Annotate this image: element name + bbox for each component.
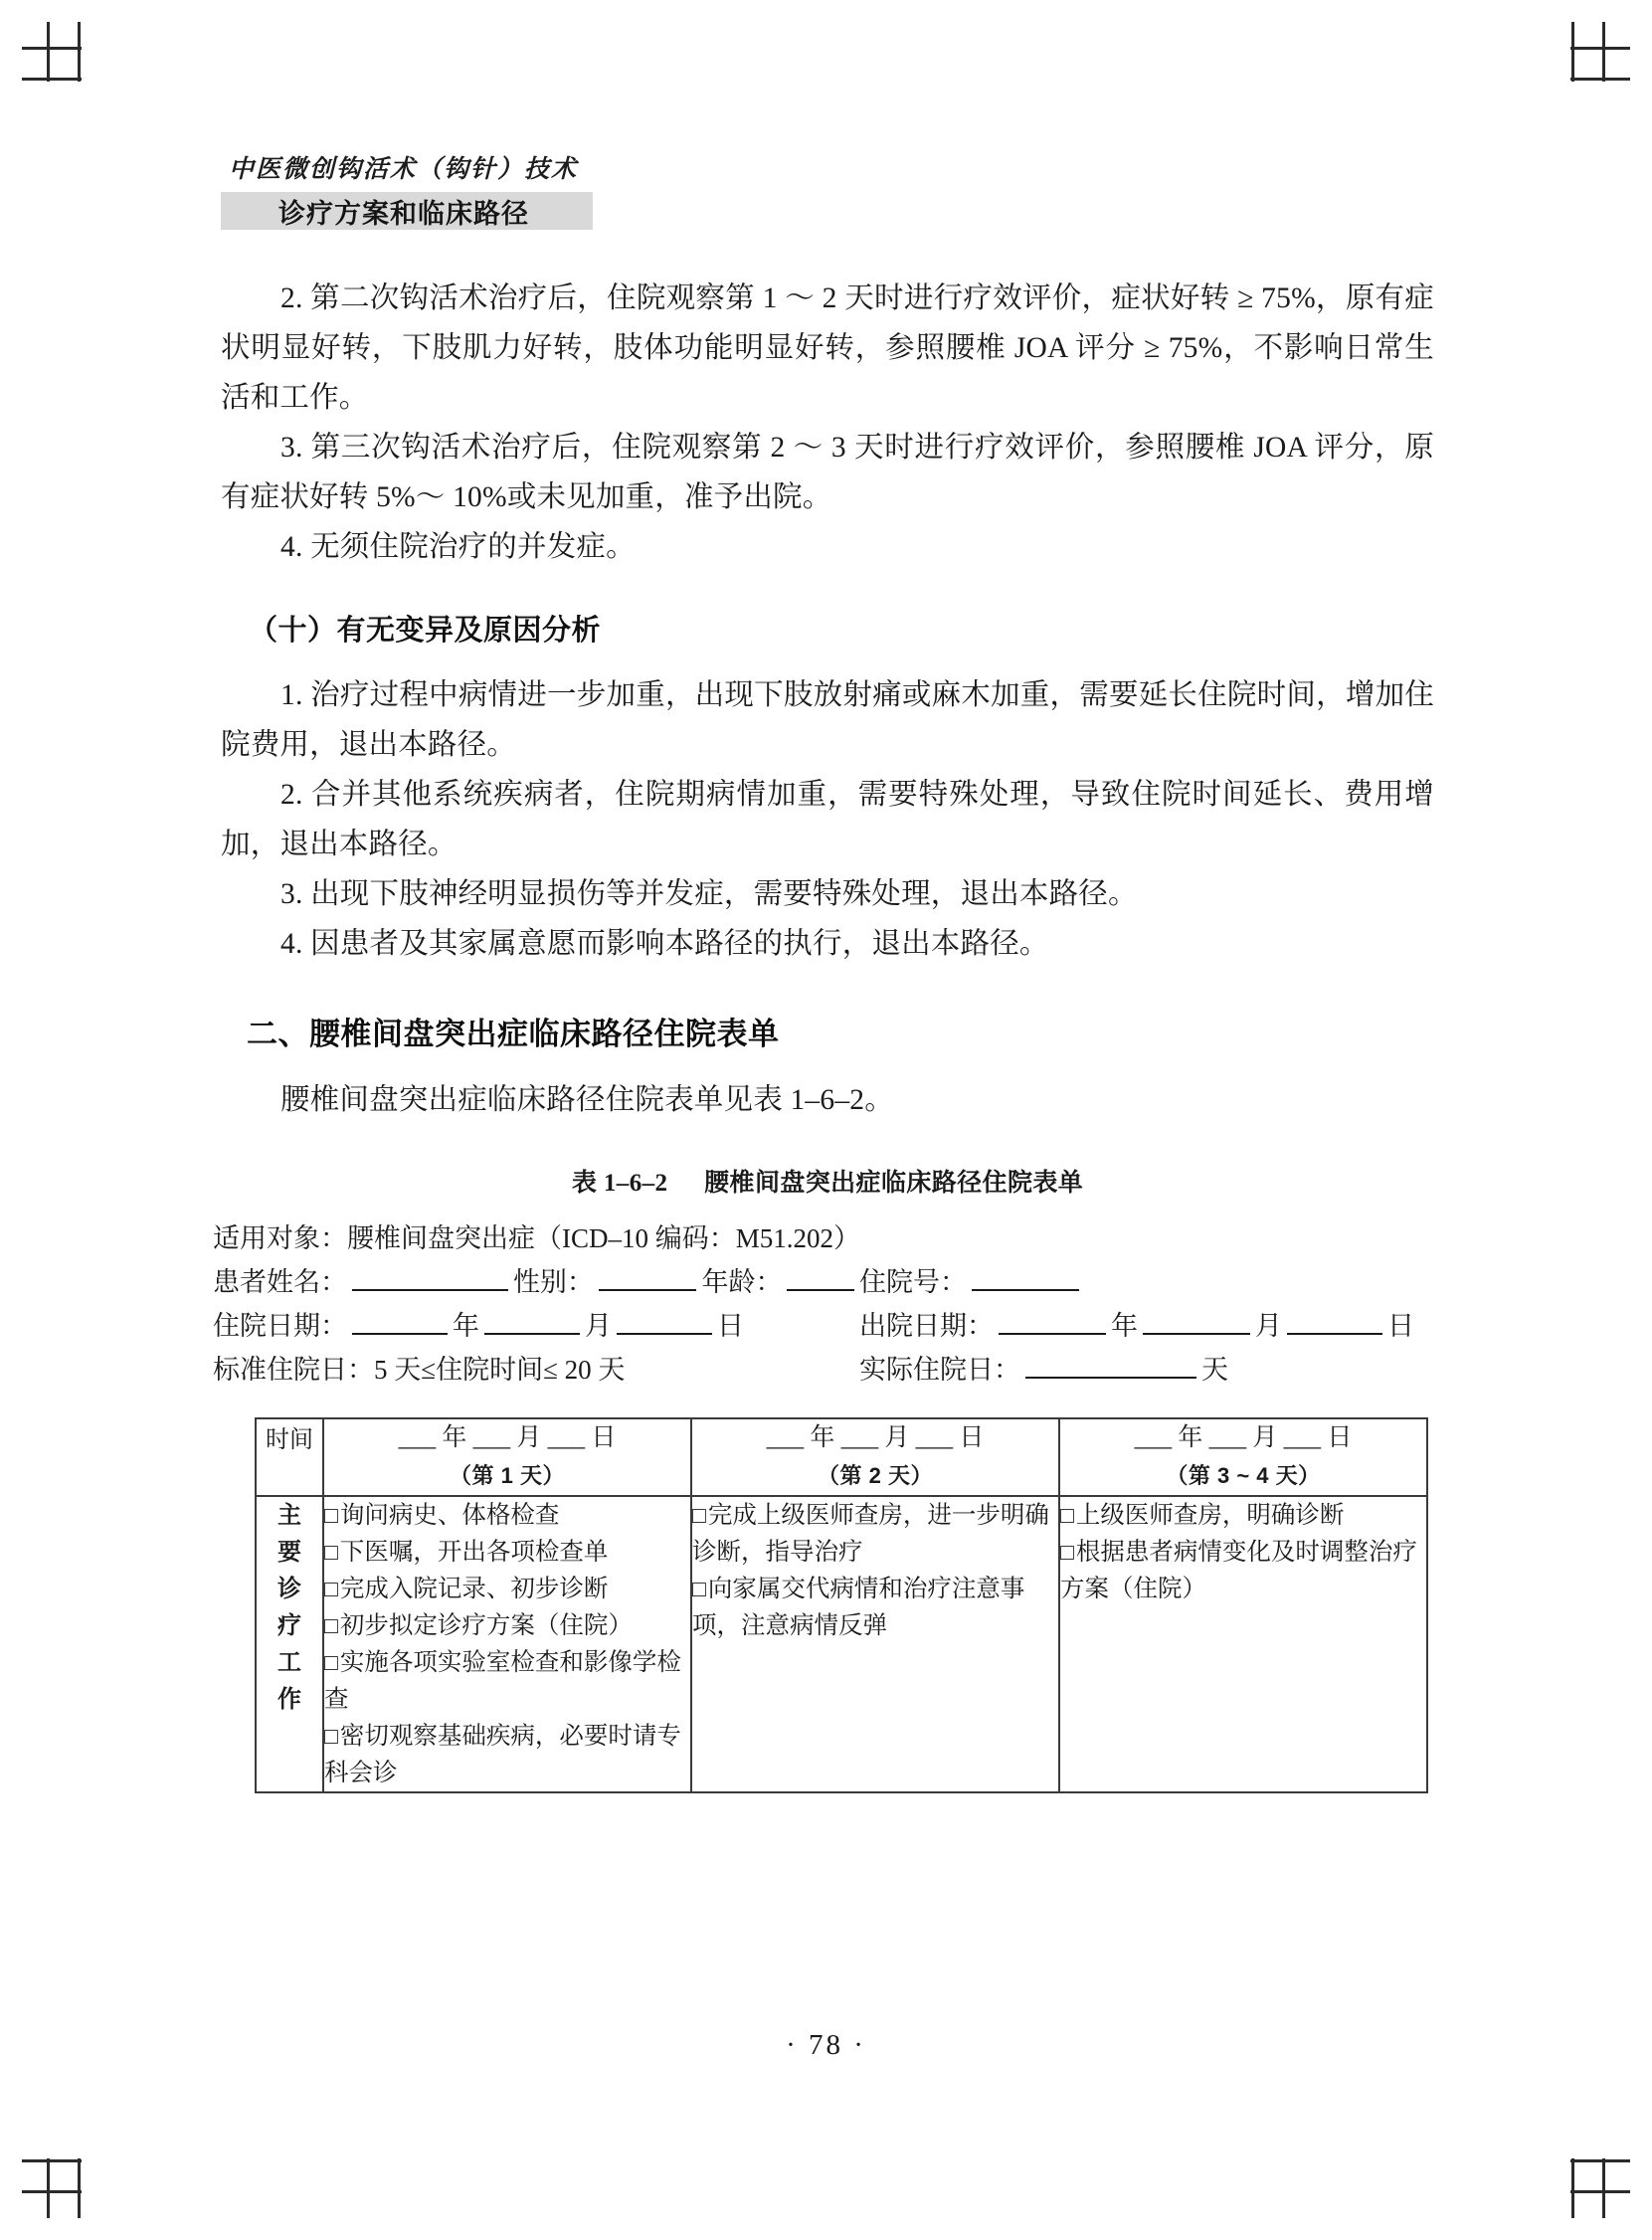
age-label: 年龄： — [701, 1267, 783, 1297]
form-row-stay — [213, 1348, 1434, 1392]
form-left-patient — [213, 1260, 859, 1304]
form-row-applicable — [213, 1216, 1434, 1260]
header-day-1-sub: （第 1 天） — [450, 1463, 565, 1488]
paragraph-table-reference: 腰椎间盘突出症临床路径住院表单见表 1–6–2。 — [280, 1084, 894, 1116]
admission-number-input[interactable] — [972, 1263, 1079, 1291]
crop-mark-bottom-left — [47, 2158, 50, 2218]
checklist-item[interactable]: □ 向家属交代病情和治疗注意事项，注意病情反弹 — [692, 1571, 1058, 1644]
standard-stay-label: 标准住院日：5 天≤住院时间≤ 20 天 — [213, 1355, 626, 1385]
checklist-item[interactable]: □ 完成入院记录、初步诊断 — [324, 1571, 690, 1607]
discharge-day-input[interactable] — [1287, 1307, 1382, 1335]
form-fields — [213, 1216, 1434, 1392]
checklist-day-2 — [692, 1497, 1058, 1644]
paragraph-variance-4: 4. 因患者及其家属意愿而影响本路径的执行，退出本路径。 — [280, 928, 1049, 960]
crop-mark-bottom-right — [1602, 2158, 1605, 2218]
paragraph-variance-3: 3. 出现下肢神经明显损伤等并发症，需要特殊处理，退出本路径。 — [280, 878, 1138, 910]
paragraph-item-3: 3. 第三次钩活术治疗后，住院观察第 2 ～ 3 天时进行疗效评价，参照腰椎 JOA 评分，原有症状好转 5%～ 10%或未见加重，准予出院。 — [221, 432, 1434, 513]
discharge-date-label: 出院日期： — [859, 1311, 994, 1341]
admit-year-unit: 年 — [453, 1311, 479, 1341]
checklist-item[interactable]: □ 根据患者病情变化及时调整治疗方案（住院） — [1060, 1534, 1426, 1607]
age-input[interactable] — [787, 1263, 854, 1291]
checklist-item[interactable]: □ 初步拟定诊疗方案（住院） — [324, 1607, 690, 1644]
header-day-1 — [323, 1418, 691, 1496]
admit-day-input[interactable] — [617, 1307, 712, 1335]
row-label-char: 主 — [277, 1502, 301, 1529]
running-head-chapter-title: 诊疗方案和临床路径 — [278, 198, 529, 229]
admit-date-label: 住院日期： — [213, 1311, 347, 1341]
checklist-item[interactable]: □ 密切观察基础疾病，必要时请专科会诊 — [324, 1718, 690, 1791]
header-day-1-date: ___ 年 ___ 月 ___ 日 — [398, 1424, 617, 1451]
section-heading-ten: （十）有无变异及原因分析 — [249, 615, 602, 647]
crop-mark-top-left — [47, 22, 50, 82]
form-left-standard-stay — [213, 1348, 859, 1392]
patient-name-input[interactable] — [352, 1263, 508, 1291]
crop-mark-top-right — [1570, 47, 1630, 50]
discharge-year-unit: 年 — [1111, 1311, 1138, 1341]
admit-day-unit: 日 — [717, 1311, 744, 1341]
form-right-discharge-date — [859, 1304, 1414, 1348]
gender-label: 性别： — [512, 1267, 594, 1297]
row-label-char: 疗 — [277, 1612, 301, 1639]
header-day-2-date: ___ 年 ___ 月 ___ 日 — [766, 1424, 985, 1451]
section-heading-two: 二、腰椎间盘突出症临床路径住院表单 — [247, 1017, 780, 1051]
header-day-3-date: ___ 年 ___ 月 ___ 日 — [1134, 1424, 1353, 1451]
crop-mark-top-left — [22, 78, 82, 81]
form-right-admission-no — [859, 1260, 1084, 1304]
form-row-patient — [213, 1260, 1434, 1304]
paragraph-item-4: 4. 无须住院治疗的并发症。 — [280, 531, 636, 563]
applicable-object-label: 适用对象：腰椎间盘突出症（ICD–10 编码：M51.202） — [213, 1223, 861, 1253]
checklist-day-1 — [324, 1497, 690, 1791]
header-time: 时间 — [256, 1418, 323, 1496]
discharge-year-input[interactable] — [999, 1307, 1106, 1335]
crop-mark-bottom-right — [1570, 2159, 1630, 2162]
form-row-dates — [213, 1304, 1434, 1348]
header-day-3 — [1059, 1418, 1427, 1496]
paragraph-variance-2: 2. 合并其他系统疾病者，住院期病情加重，需要特殊处理，导致住院时间延长、费用增加，退出本路径。 — [221, 779, 1434, 860]
crop-mark-top-left — [78, 22, 81, 82]
table-header-row — [256, 1418, 1427, 1496]
actual-stay-label: 实际住院日： — [859, 1355, 1020, 1385]
row-label-char: 工 — [277, 1649, 301, 1676]
crop-mark-bottom-left — [78, 2158, 81, 2218]
cell-day-3 — [1059, 1496, 1427, 1792]
patient-name-label: 患者姓名： — [213, 1267, 347, 1297]
cell-day-2 — [691, 1496, 1059, 1792]
running-head-book-title: 中医微创钩活术（钩针）技术 — [229, 156, 579, 183]
crop-mark-bottom-right — [1570, 2190, 1630, 2193]
admit-month-unit: 月 — [585, 1311, 612, 1341]
row-label-char: 作 — [277, 1686, 301, 1713]
crop-mark-top-right — [1571, 22, 1574, 82]
admission-number-label: 住院号： — [859, 1267, 967, 1297]
discharge-day-unit: 日 — [1387, 1311, 1414, 1341]
paragraph-variance-1: 1. 治疗过程中病情进一步加重，出现下肢放射痛或麻木加重，需要延长住院时间，增加住院费用，退出本路径。 — [221, 679, 1434, 761]
cell-day-1 — [323, 1496, 691, 1792]
clinical-pathway-table — [255, 1417, 1428, 1793]
checklist-item[interactable]: □ 下医嘱，开出各项检查单 — [324, 1534, 690, 1571]
checklist-item[interactable]: □ 实施各项实验室检查和影像学检查 — [324, 1644, 690, 1718]
paragraph-item-2: 2. 第二次钩活术治疗后，住院观察第 1 ～ 2 天时进行疗效评价，症状好转 ≥ 75%，原有症状明显好转，下肢肌力好转，肢体功能明显好转，参照腰椎 JOA 评分 ≥ 75%，不影响日常生活和工作。 — [221, 282, 1434, 414]
crop-mark-bottom-left — [22, 2190, 82, 2193]
admit-year-input[interactable] — [352, 1307, 448, 1335]
discharge-month-unit: 月 — [1255, 1311, 1282, 1341]
form-left-admit-date — [213, 1304, 859, 1348]
checklist-day-3 — [1060, 1497, 1426, 1607]
table-caption-title: 腰椎间盘突出症临床路径住院表单 — [704, 1169, 1084, 1197]
gender-input[interactable] — [599, 1263, 697, 1291]
table-row — [256, 1496, 1427, 1792]
crop-mark-bottom-left — [22, 2159, 82, 2162]
crop-mark-top-right — [1570, 78, 1630, 81]
row-label-char: 诊 — [277, 1576, 301, 1602]
row-label-main-work — [256, 1496, 323, 1792]
discharge-month-input[interactable] — [1143, 1307, 1250, 1335]
crop-mark-top-right — [1602, 22, 1605, 82]
admit-month-input[interactable] — [484, 1307, 580, 1335]
page-folio: · 78 · — [786, 2029, 866, 2061]
table-caption-number: 表 1–6–2 — [571, 1170, 668, 1197]
content-column — [213, 149, 1434, 1793]
row-label-char: 要 — [277, 1539, 301, 1566]
actual-stay-input[interactable] — [1025, 1351, 1196, 1379]
checklist-item[interactable]: □ 上级医师查房，明确诊断 — [1060, 1497, 1426, 1534]
checklist-item[interactable]: □ 完成上级医师查房，进一步明确诊断，指导治疗 — [692, 1497, 1058, 1571]
checklist-item[interactable]: □ 询问病史、体格检查 — [324, 1497, 690, 1534]
table-caption — [221, 1163, 1434, 1199]
form-right-actual-stay — [859, 1348, 1228, 1392]
header-day-3-sub: （第 3 ~ 4 天） — [1166, 1463, 1321, 1488]
crop-mark-top-left — [22, 47, 82, 50]
header-day-2 — [691, 1418, 1059, 1496]
crop-mark-bottom-right — [1571, 2158, 1574, 2218]
running-head-bar — [221, 192, 593, 230]
actual-stay-unit: 天 — [1201, 1355, 1228, 1385]
header-day-2-sub: （第 2 天） — [818, 1463, 933, 1488]
